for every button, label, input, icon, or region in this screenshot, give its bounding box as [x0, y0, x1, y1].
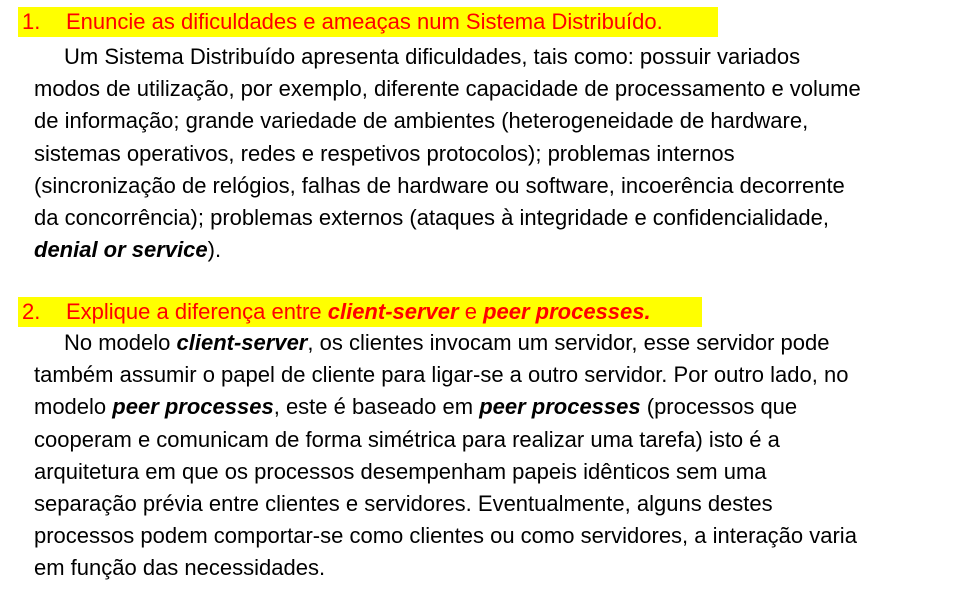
answer-1-line-3: de informação; grande variedade de ambientes (heterogeneidade de hardware, — [34, 108, 809, 134]
answer-2-line-3-part-3: (processos que — [640, 394, 798, 420]
answer-2-line-1-part-2: , os clientes invocam um servidor, esse servidor pode — [307, 330, 830, 355]
answer-1-line-4: sistemas operativos, redes e respetivos protocolos); problemas internos — [34, 140, 735, 166]
answer-2-line-1-part-1: No modelo — [64, 330, 177, 355]
question-2-emphasis-peer-processes: peer processes. — [483, 299, 651, 324]
question-2-title-part-1: Explique a diferença entre — [66, 299, 328, 324]
question-2-number: 2. — [22, 299, 41, 324]
answer-1 — [34, 41, 959, 266]
answer-1-line-1: Um Sistema Distribuído apresenta dificuldades, tais como: possuir variados — [64, 44, 801, 69]
question-1-title: Enuncie as dificuldades e ameaças num Sistema Distribuído. — [66, 9, 663, 34]
emphasis-client-server: client-server — [176, 330, 308, 355]
answer-2-line-3 — [34, 391, 959, 423]
answer-1-line-6: da concorrência); problemas externos (ataques à integridade e confidencialidade, — [34, 205, 829, 231]
answer-2-line-3-part-2: , este é baseado em — [273, 394, 480, 420]
answer-2 — [34, 327, 959, 585]
question-2-heading — [18, 297, 702, 327]
answer-2-line-6: separação prévia entre clientes e servidores. Eventualmente, alguns destes — [34, 491, 773, 517]
question-1-number: 1. — [22, 9, 41, 34]
answer-2-line-1 — [34, 327, 959, 359]
question-2-emphasis-client-server: client-server — [327, 299, 459, 324]
answer-2-line-2: também assumir o papel de cliente para ligar-se a outro servidor. Por outro lado, no — [34, 362, 849, 388]
answer-2-line-5: arquitetura em que os processos desempenham papeis idênticos sem uma — [34, 458, 767, 484]
answer-2-line-7: processos podem comportar-se como clientes ou como servidores, a interação varia — [34, 523, 857, 549]
emphasis-peer-processes-2: peer processes — [479, 394, 641, 420]
answer-1-line-7 — [34, 234, 959, 266]
question-2-title-part-2: e — [458, 299, 484, 324]
answer-2-line-3-part-1: modelo — [34, 394, 113, 420]
answer-2-line-8: em função das necessidades. — [34, 555, 326, 581]
emphasis-denial-of-service: denial or service — [34, 237, 208, 263]
answer-1-line-5: (sincronização de relógios, falhas de hardware ou software, incoerência decorrente — [34, 172, 845, 198]
answer-1-line-7-end: ). — [207, 237, 222, 263]
emphasis-peer-processes-1: peer processes — [112, 394, 274, 420]
answer-1-line-2: modos de utilização, por exemplo, diferente capacidade de processamento e volume — [34, 76, 861, 102]
answer-2-line-4: cooperam e comunicam de forma simétrica para realizar uma tarefa) isto é a — [34, 426, 780, 452]
question-1-heading — [18, 7, 718, 37]
